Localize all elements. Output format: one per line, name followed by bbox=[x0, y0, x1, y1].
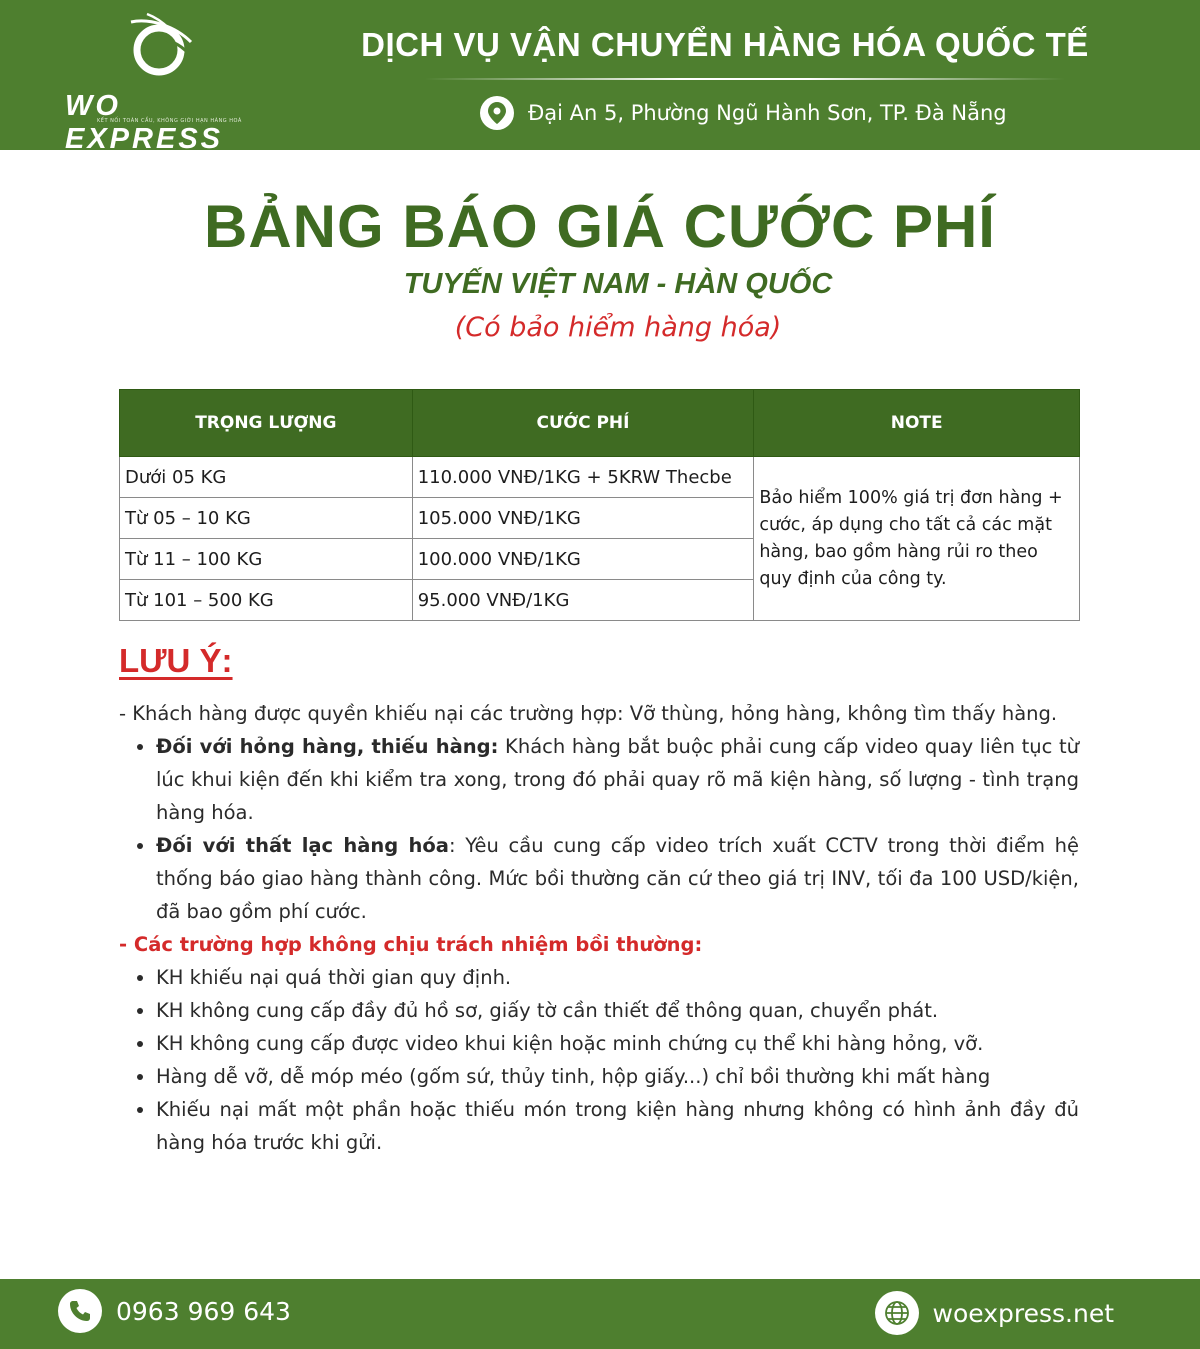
phone-contact[interactable] bbox=[58, 1289, 291, 1333]
table-header-row bbox=[120, 390, 1080, 457]
claims-intro: - Khách hàng được quyền khiếu nại các trường hợp: Vỡ thùng, hỏng hàng, không tìm thấy hàng. bbox=[119, 702, 1058, 725]
address-line bbox=[480, 96, 1007, 130]
price-cell: 105.000 VNĐ/1KG bbox=[412, 498, 754, 539]
address-text: Đại An 5, Phường Ngũ Hành Sơn, TP. Đà Nẵng bbox=[528, 101, 1007, 125]
price-table bbox=[119, 389, 1080, 621]
footer-bar bbox=[0, 1279, 1200, 1349]
column-header-weight: TRỌNG LƯỢNG bbox=[120, 390, 413, 457]
list-item: • KH không cung cấp đầy đủ hồ sơ, giấy tờ cần thiết để thông quan, chuyển phát. bbox=[156, 994, 1079, 1027]
weight-cell: Từ 11 – 100 KG bbox=[120, 539, 413, 580]
weight-cell: Từ 05 – 10 KG bbox=[120, 498, 413, 539]
page-title: BẢNG BÁO GIÁ CƯỚC PHÍ bbox=[204, 193, 996, 260]
globe-icon bbox=[875, 1291, 919, 1335]
notes-body bbox=[119, 697, 1079, 1159]
claim-text: Khách hàng bắt buộc phải cung cấp video quay liên tục từ lúc khui kiện đến khi kiểm tra xong, trong đó phải quay rõ mã kiện hàng, số lượng - tình trạng hàng hóa. bbox=[156, 735, 1079, 824]
exclusions-heading: - Các trường hợp không chịu trách nhiệm bồi thường: bbox=[119, 933, 703, 956]
weight-cell: Từ 101 – 500 KG bbox=[120, 580, 413, 621]
logo-tagline: KẾT NỐI TOÀN CẦU, KHÔNG GIỚI HẠN HÀNG HOÁ bbox=[97, 118, 242, 124]
price-cell: 110.000 VNĐ/1KG + 5KRW Thecbe bbox=[412, 457, 754, 498]
logo-swirl-icon bbox=[125, 12, 195, 82]
insurance-note: (Có bảo hiểm hàng hóa) bbox=[454, 312, 782, 343]
exclusions-list bbox=[119, 961, 1079, 1159]
claim-text: : Yêu cầu cung cấp video trích xuất CCTV trong thời điểm hệ thống báo giao hàng thành công. Mức bồi thường căn cứ theo giá trị INV, tối đa 100 USD/kiện, đã bao gồm phí cước. bbox=[156, 834, 1080, 923]
list-item: • KH không cung cấp được video khui kiện hoặc minh chứng cụ thể khi hàng hỏng, vỡ. bbox=[156, 1027, 1079, 1060]
list-item: • Khiếu nại mất một phần hoặc thiếu món trong kiện hàng nhưng không có hình ảnh đầy đủ hàng hóa trước khi gửi. bbox=[156, 1093, 1079, 1159]
column-header-note: NOTE bbox=[754, 390, 1080, 457]
claim-label: Đối với hỏng hàng, thiếu hàng: bbox=[156, 735, 499, 758]
header-banner bbox=[0, 0, 1200, 155]
location-pin-icon bbox=[480, 96, 514, 130]
list-item bbox=[156, 829, 1079, 928]
list-item bbox=[156, 730, 1079, 829]
header-title: DỊCH VỤ VẬN CHUYỂN HÀNG HÓA QUỐC TẾ bbox=[361, 26, 1089, 63]
column-header-price: CƯỚC PHÍ bbox=[412, 390, 754, 457]
note-cell: Bảo hiểm 100% giá trị đơn hàng + cước, áp dụng cho tất cả các mặt hàng, bao gồm hàng rủi ro theo quy định của công ty. bbox=[754, 457, 1080, 621]
list-item: • Hàng dễ vỡ, dễ móp méo (gốm sứ, thủy tinh, hộp giấy...) chỉ bồi thường khi mất hàng bbox=[156, 1060, 1079, 1093]
route-subtitle: TUYẾN VIỆT NAM - HÀN QUỐC bbox=[403, 268, 833, 300]
phone-icon bbox=[58, 1289, 102, 1333]
phone-number: 0963 969 643 bbox=[116, 1296, 291, 1326]
claim-label: Đối với thất lạc hàng hóa bbox=[156, 834, 449, 857]
claims-list bbox=[119, 730, 1079, 928]
company-logo bbox=[55, 12, 285, 155]
table-row bbox=[120, 457, 1080, 498]
website-link[interactable] bbox=[875, 1291, 1114, 1335]
list-item: • KH khiếu nại quá thời gian quy định. bbox=[156, 961, 1079, 994]
price-cell: 100.000 VNĐ/1KG bbox=[412, 539, 754, 580]
weight-cell: Dưới 05 KG bbox=[120, 457, 413, 498]
price-cell: 95.000 VNĐ/1KG bbox=[412, 580, 754, 621]
header-divider bbox=[425, 78, 1065, 80]
website-url: woexpress.net bbox=[932, 1298, 1114, 1328]
notes-heading: LƯU Ý: bbox=[119, 642, 233, 679]
logo-text: WO EXPRESS bbox=[65, 90, 223, 155]
